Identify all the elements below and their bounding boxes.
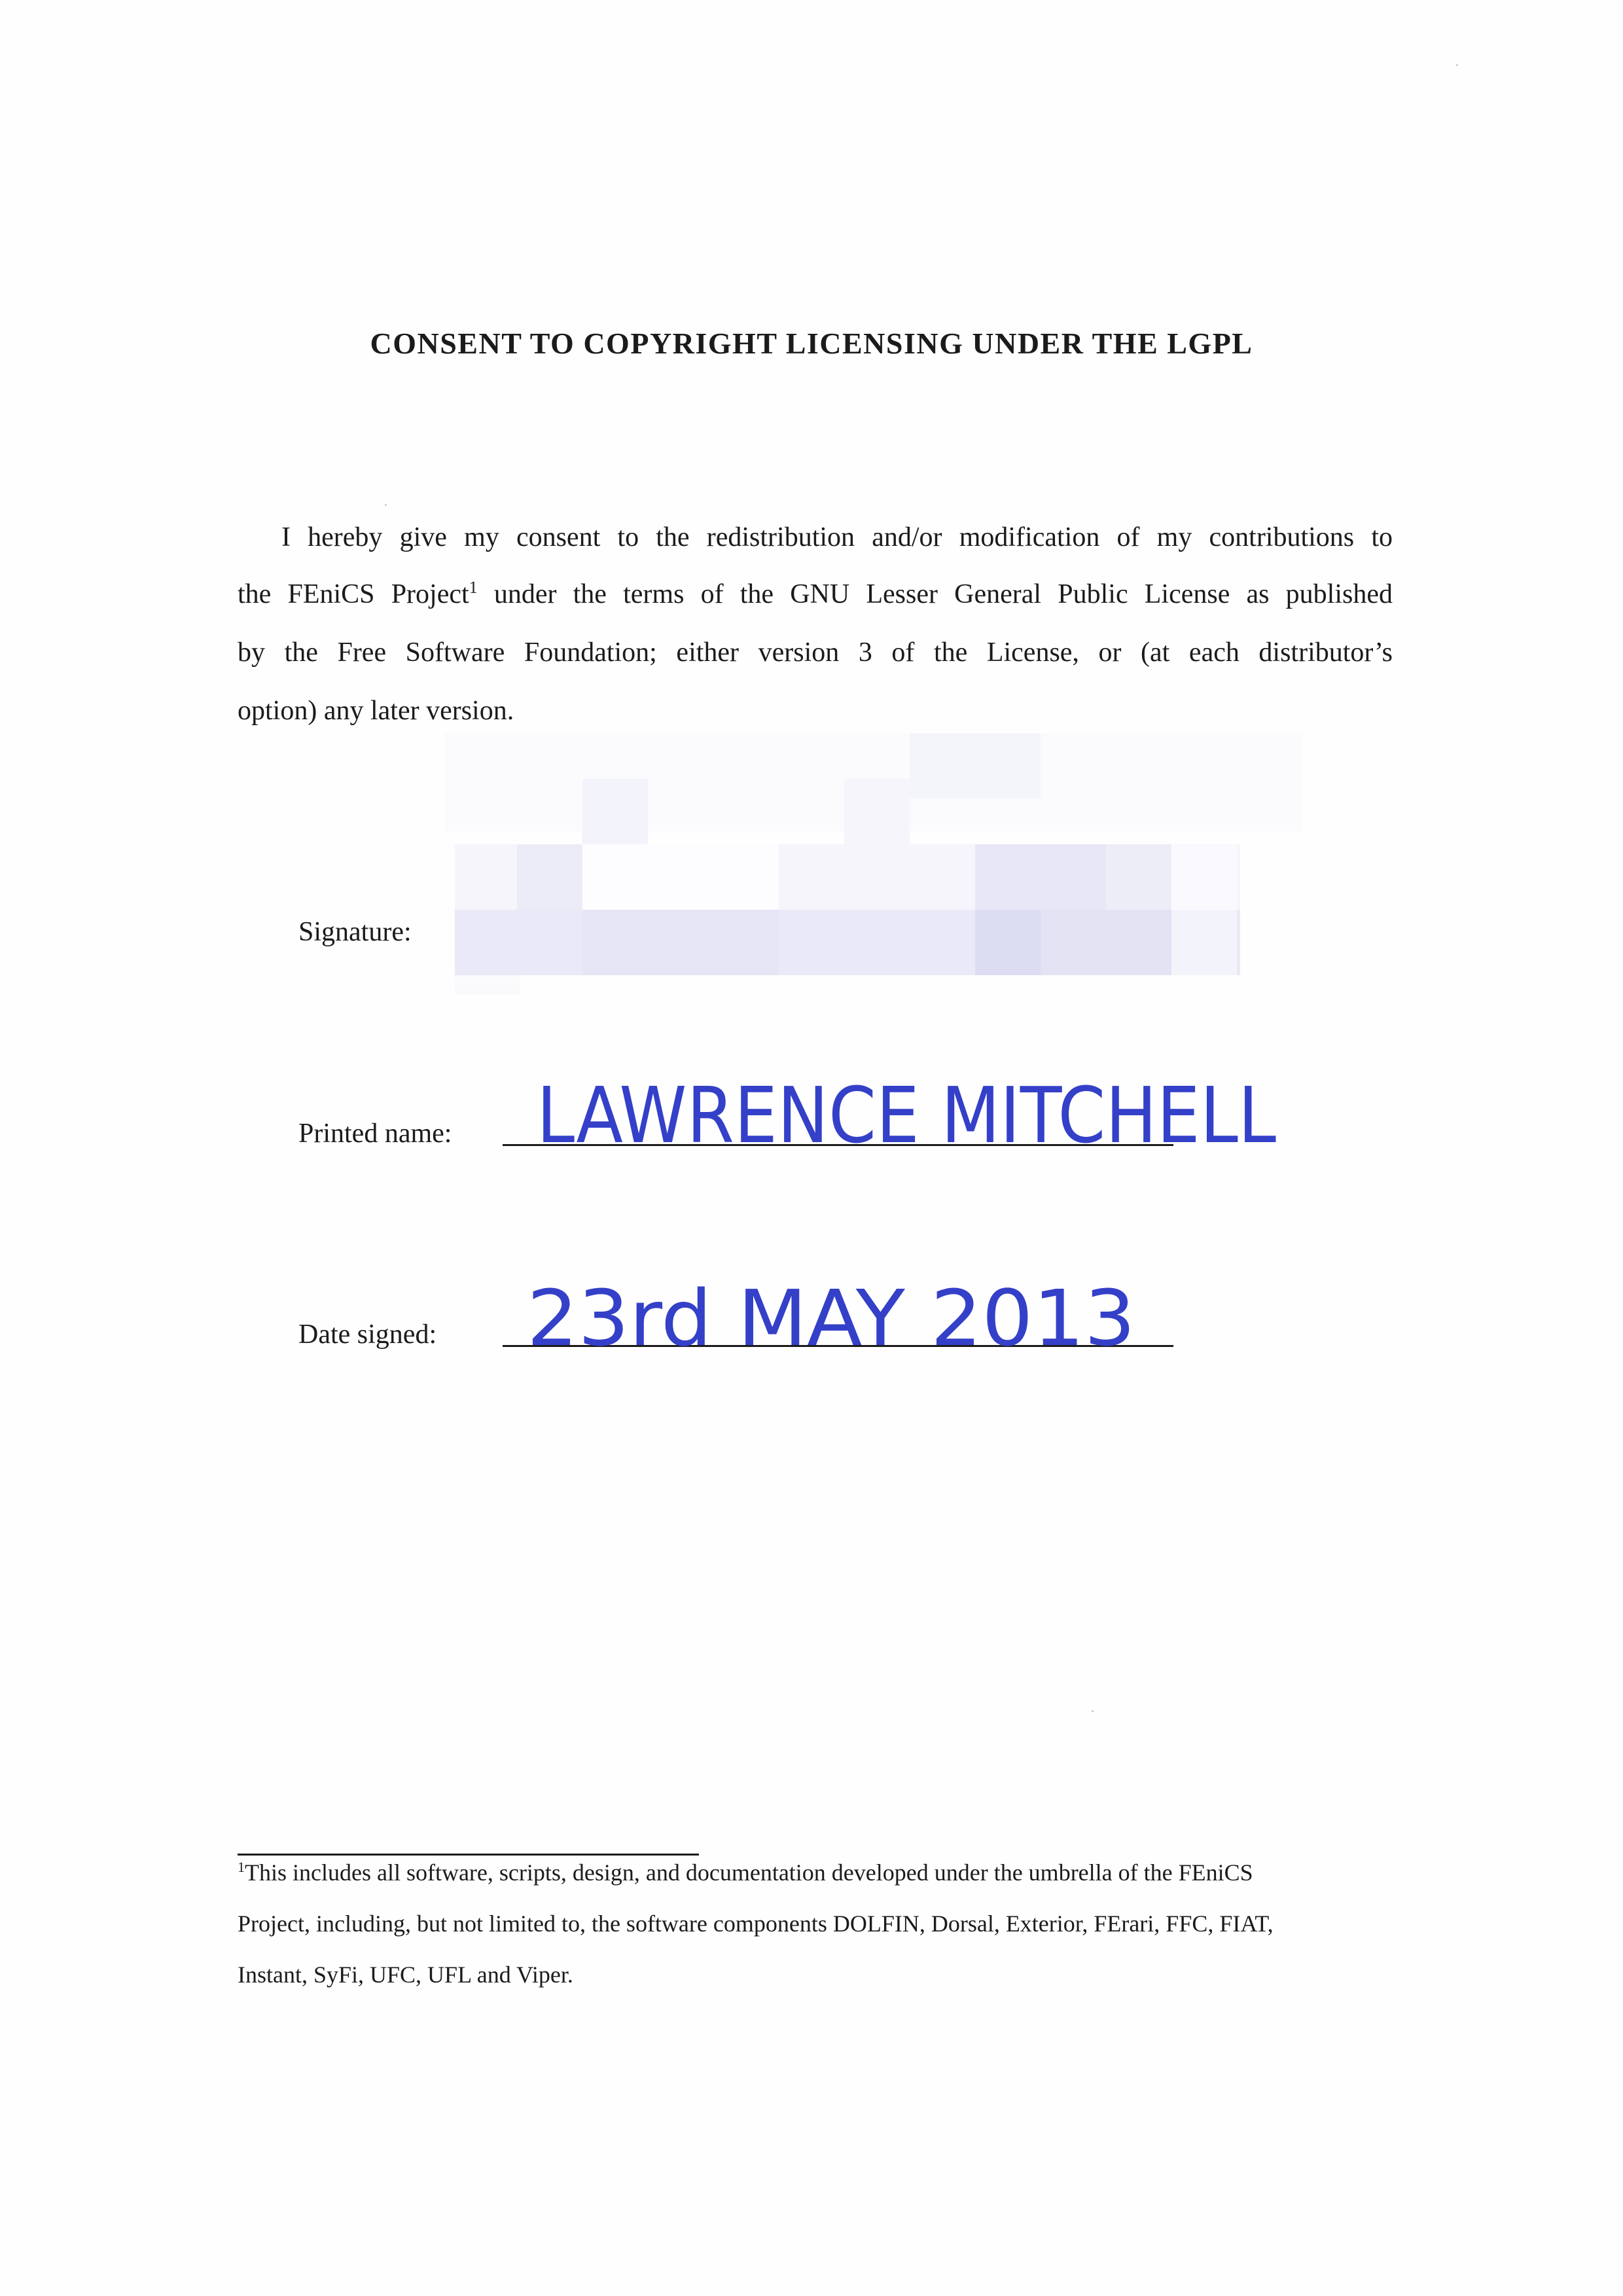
date-signed-handwriting — [520, 1247, 1175, 1358]
printed-name-value: LAWRENCE MITCHELL — [537, 1073, 1277, 1152]
paragraph-line-2 — [238, 578, 1393, 609]
footnote-reference: 1 — [469, 578, 478, 597]
paragraph-line-2-start: the FEniCS Project — [238, 579, 469, 609]
paragraph-line-1: I hereby give my consent to the redistribution and/or modification of my contributions to — [281, 522, 1393, 552]
signature-label: Signature: — [298, 917, 412, 947]
paragraph-line-3: by the Free Software Foundation; either version 3 of the License, or (at each distributor’s — [238, 637, 1393, 668]
date-signed-label: Date signed: — [298, 1319, 437, 1350]
printed-name-label: Printed name: — [298, 1119, 452, 1149]
footnote-line-3: Instant, SyFi, UFC, UFL and Viper. — [238, 1962, 573, 1988]
scan-speck — [385, 504, 387, 506]
paragraph-line-2-end: under the terms of the GNU Lesser General Public License as published — [477, 579, 1393, 609]
printed-name-handwriting — [537, 1073, 1296, 1152]
footnote-marker: 1 — [238, 1859, 245, 1875]
footnote-line-2: Project, including, but not limited to, the software components DOLFIN, Dorsal, Exterior, FErari, FFC, FIAT, — [238, 1910, 1274, 1937]
paragraph-line-4: option) any later version. — [238, 696, 514, 726]
footnote-line-1 — [238, 1859, 1393, 1886]
scan-speck — [1092, 1710, 1094, 1712]
scan-speck — [1456, 64, 1458, 66]
footnote-separator — [238, 1854, 699, 1856]
date-signed-value: 23rd MAY 2013 — [527, 1273, 1135, 1358]
footnote-line-1-text: This includes all software, scripts, design, and documentation developed under the umbrella of the FEniCS — [245, 1859, 1253, 1886]
document-title: CONSENT TO COPYRIGHT LICENSING UNDER THE LGPL — [370, 327, 1253, 360]
